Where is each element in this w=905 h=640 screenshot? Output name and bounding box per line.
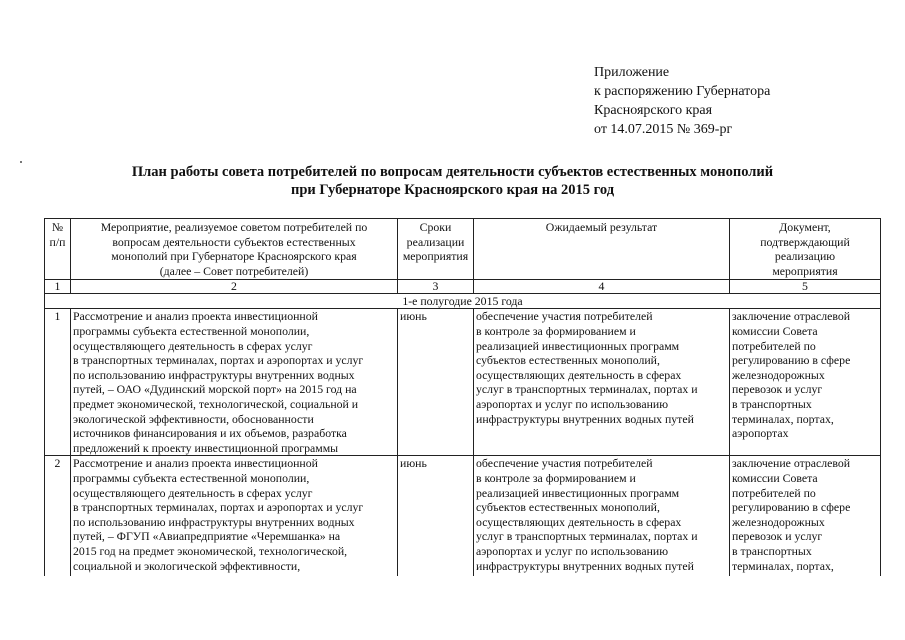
row-number: 2 bbox=[45, 456, 71, 577]
appendix-line: Красноярского края bbox=[594, 103, 713, 118]
column-number: 2 bbox=[71, 280, 398, 294]
period-row bbox=[45, 294, 881, 309]
table-row bbox=[45, 309, 881, 456]
term-cell: июнь bbox=[398, 309, 474, 456]
event-cell: Рассмотрение и анализ проекта инвестиционной программы субъекта естественной монополии, осуществляющего деятельность в сферах услуг в транспортных терминалах, портах и аэропортах и услуг по использованию инфраструктуры внутренних водных путей, – ОАО «Дудинский морской порт» на 2015 год на предмет экономической, технологической, социальной и экологической эффективности, обоснованности источников финансирования и их объемов, разработка предложений к проекту инвестиционной программы bbox=[71, 309, 398, 456]
period-label: 1-е полугодие 2015 года bbox=[45, 294, 881, 309]
header-event: Мероприятие, реализуемое советом потребителей по вопросам деятельности субъектов естественных монополий при Губернаторе Красноярского края (далее – Совет потребителей) bbox=[71, 219, 398, 280]
appendix-block bbox=[594, 63, 770, 139]
document-title bbox=[0, 163, 905, 199]
column-number-row bbox=[45, 280, 881, 294]
appendix-line: к распоряжению Губернатора bbox=[594, 84, 771, 99]
title-line: План работы совета потребителей по вопросам деятельности субъектов естественных монополий bbox=[131, 164, 774, 180]
document-cell: заключение отраслевой комиссии Совета потребителей по регулированию в сфере железнодорожных перевозок и услуг в транспортных терминалах, портах, аэропортах bbox=[730, 309, 881, 456]
title-line: при Губернаторе Красноярского края на 2015 год bbox=[290, 182, 615, 198]
header-result: Ожидаемый результат bbox=[474, 219, 730, 280]
table-row bbox=[45, 456, 881, 577]
column-number: 5 bbox=[730, 280, 881, 294]
result-cell: обеспечение участия потребителей в контроле за формированием и реализацией инвестиционных программ субъектов естественных монополий, осуществляющих деятельность в сферах услуг в транспортных терминалах, портах и аэропортах и услуг по использованию инфраструктуры внутренних водных путей bbox=[474, 456, 730, 577]
header-document: Документ, подтверждающий реализацию мероприятия bbox=[730, 219, 881, 280]
plan-table bbox=[44, 218, 881, 576]
column-number: 3 bbox=[398, 280, 474, 294]
row-number: 1 bbox=[45, 309, 71, 456]
event-cell: Рассмотрение и анализ проекта инвестиционной программы субъекта естественной монополии, осуществляющего деятельность в сферах услуг в транспортных терминалах, портах и аэропортах и услуг по использованию инфраструктуры внутренних водных путей, – ФГУП «Авиапредприятие «Черемшанка» на 2015 год на предмет экономической, технологической, социальной и экологической эффективности, bbox=[71, 456, 398, 577]
document-cell: заключение отраслевой комиссии Совета потребителей по регулированию в сфере железнодорожных перевозок и услуг в транспортных терминалах, портах, bbox=[730, 456, 881, 577]
result-cell: обеспечение участия потребителей в контроле за формированием и реализацией инвестиционных программ субъектов естественных монополий, осуществляющих деятельность в сферах услуг в транспортных терминалах, портах и аэропортах и услуг по использованию инфраструктуры внутренних водных путей bbox=[474, 309, 730, 456]
term-cell: июнь bbox=[398, 456, 474, 577]
appendix-line: от 14.07.2015 № 369-рг bbox=[594, 122, 733, 137]
header-number: № п/п bbox=[45, 219, 71, 280]
header-term: Сроки реализации мероприятия bbox=[398, 219, 474, 280]
appendix-line: Приложение bbox=[594, 65, 670, 80]
column-number: 4 bbox=[474, 280, 730, 294]
column-number: 1 bbox=[45, 280, 71, 294]
header-row bbox=[45, 219, 881, 280]
